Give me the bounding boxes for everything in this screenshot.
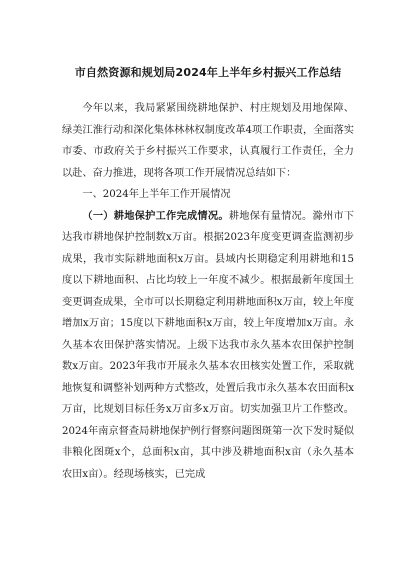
subsection-paragraph <box>62 206 354 486</box>
section-heading: 一、2024年上半年工作开展情况 <box>82 189 231 200</box>
subsection-body: 耕地保有量情况。滁州市下达我市耕地保护控制数x万亩。根据2023年度变更调查监测初步成果，我市实际耕地面积x万亩。县域内长期稳定利用耕地和15度以下耕地面积、占比均较上一年度不减少。根据最新年度国土变更调查成果，全市可以长期稳定利用耕地面积x万亩，较上年度增加x万亩；15度以下耕地面积x万亩，较上年度增加x万亩。永久基本农田保护落实情况。上级下达我市永久基本农田保护控制数x万亩。2023年我市开展永久基本农田核实处置工作，采取就地恢复和调整补划两种方式整改，处置后我市永久基本农田面积x万亩，比规划目标任务x万亩多x万亩。切实加强卫片工作整改。2024年南京督查局耕地保护例行督察问题图斑第一次下发时疑似非粮化图斑x个，总面积x亩，其中涉及耕地面积x亩（永久基本农田x亩）。经现场核实，已完成 <box>62 210 355 480</box>
subsection-heading: （一）耕地保护工作完成情况。 <box>82 210 229 222</box>
document-title: 市自然资源和规划局2024年上半年乡村振兴工作总结 <box>74 66 342 79</box>
intro-paragraph: 今年以来，我局紧紧围绕耕地保护、村庄规划及用地保障、绿美江淮行动和深化集体林林权制度改革4项工作职责，全面落实市委、市政府关于乡村振兴工作要求，认真履行工作责任，全力以赴、奋力推进，现将各项工作开展情况总结如下： <box>62 103 354 179</box>
